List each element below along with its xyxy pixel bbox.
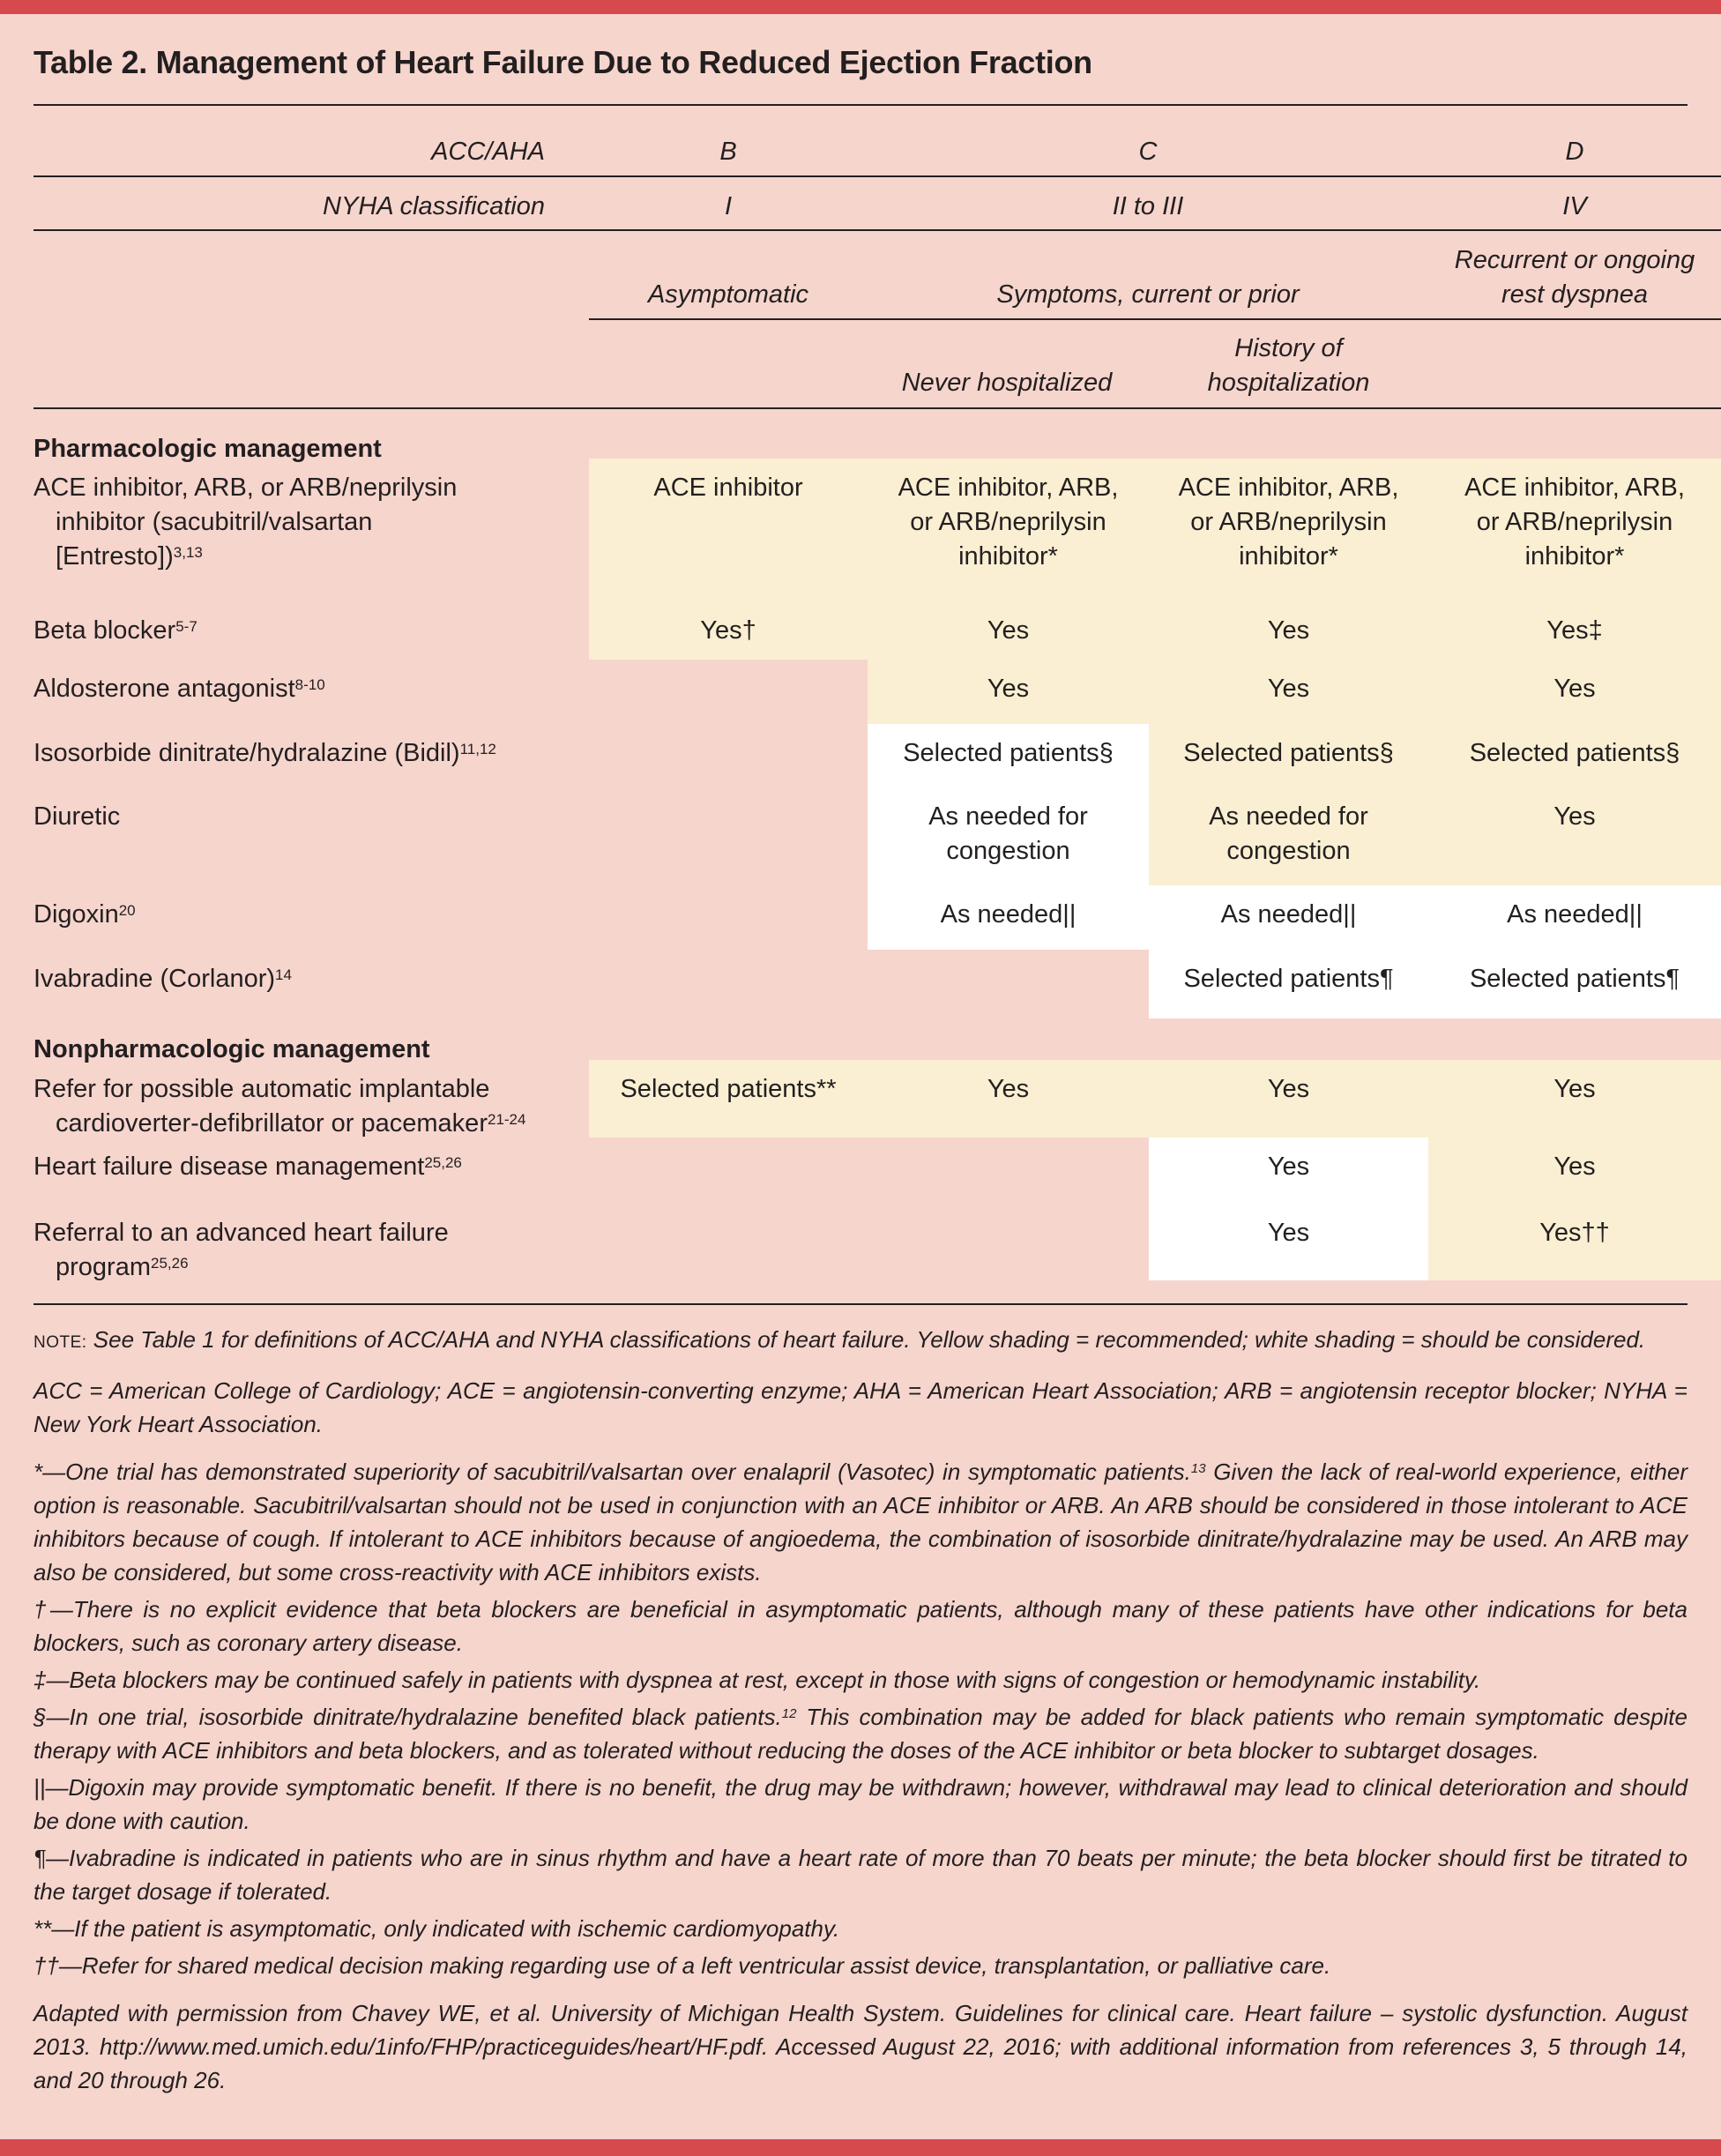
cell-text-line: or ARB/neprilysin [1190, 508, 1387, 536]
row-label [34, 1072, 525, 1141]
acc-d: D [1565, 138, 1584, 166]
table-cell [1428, 672, 1721, 706]
footnote [34, 1455, 1687, 1589]
cell-text-line: or ARB/neprilysin [1476, 508, 1673, 536]
cell-text-line: inhibitor* [1239, 542, 1338, 571]
cell-text-line: Yes [1553, 802, 1596, 831]
cell-text-line: Yes [1553, 1153, 1596, 1181]
symptoms-c: Symptoms, current or prior [996, 280, 1300, 309]
row-label-line: inhibitor (sacubitril/valsartan [56, 508, 373, 536]
cell-text-line: Yes [1553, 1075, 1596, 1103]
symptoms-d-line1: Recurrent or ongoing [1454, 246, 1695, 274]
cell-text-line: Selected patients¶ [1183, 965, 1394, 993]
footnote-text: This combination may be added for black patients who remain symptomatic despite therapy with ACE inhibitors and beta blockers, and as tolerated without reducing the doses of the ACE inhibitor or beta blocker to subtarget dosages. [34, 1704, 1687, 1764]
footnote-text: ||—Digoxin may provide symptomatic benefit. If there is no benefit, the drug may be withdrawn; however, withdrawal may lead to clinical deterioration and should be done with caution. [34, 1774, 1687, 1834]
table-cell [1149, 1150, 1428, 1184]
cell-text-line: ACE inhibitor [653, 474, 803, 502]
bottom-bar [0, 2139, 1721, 2156]
reference-superscript: 5-7 [175, 618, 197, 635]
nyha-b: I [724, 192, 733, 220]
footnotes [34, 1323, 1687, 2100]
table-cell [868, 898, 1149, 932]
cell-text-line: Selected patients** [620, 1075, 837, 1103]
table-cell [868, 471, 1149, 574]
table-cell [1428, 962, 1721, 996]
reference-superscript: 13 [1190, 1461, 1206, 1476]
cell-text-line: Selected patients¶ [1469, 965, 1680, 993]
cell-text-line: Selected patients§ [1183, 739, 1394, 767]
table-cell [868, 672, 1149, 706]
row-label-line: Heart failure disease management$^{25,26}$ [34, 1153, 462, 1181]
footnote [34, 1374, 1687, 1441]
cell-text-line: congestion [1226, 837, 1351, 865]
reference-superscript: 21-24 [487, 1111, 526, 1128]
footnote-text: **—If the patient is asymptomatic, only indicated with ischemic cardiomyopathy. [34, 1915, 840, 1942]
table-cell [589, 1072, 868, 1107]
acc-c: C [1138, 138, 1158, 166]
nyha-c: II to III [1112, 192, 1184, 220]
footnote [34, 1323, 1687, 1360]
footnote [34, 1912, 1687, 1945]
row-label-line: Isosorbide dinitrate/hydralazine (Bidil)$^{11,12}$ [34, 739, 496, 767]
table-cell [589, 471, 868, 505]
row-label [34, 898, 136, 932]
table-cell [868, 1072, 1149, 1107]
cell-text-line: As needed|| [1220, 900, 1357, 929]
reference-superscript: 8-10 [294, 676, 325, 693]
cell-text-line: Yes [1553, 675, 1596, 703]
row-label [34, 1150, 462, 1184]
table-cell [1428, 1216, 1721, 1250]
cell-text-line: As needed for [1209, 802, 1368, 831]
row-label [34, 1216, 449, 1285]
row-label-line: Diuretic [34, 802, 121, 831]
row-label [34, 471, 457, 574]
footnote-text: Adapted with permission from Chavey WE, et al. University of Michigan Health System. Guidelines for clinical care. Heart failure – systolic dysfunction. August 2013. http://www.med.umich.edu/1info/FHP/practiceguides/heart/HF.pdf. Accessed August 22, 2016; with additional information from references 3, 5 through 14, and 20 through 26. [34, 2000, 1687, 2093]
footnote-text: Given the lack of real-world experience, either option is reasonable. Sacubitril/valsartan should not be used in conjunction with an ACE inhibitor or ARB. An ARB should be considered in those intolerant to ACE inhibitors because of cough. If intolerant to ACE inhibitors because of angioedema, the combination of isosorbide dinitrate/hydralazine may be used. An ARB may also be considered, but some cross-reactivity with ACE inhibitors exists. [34, 1458, 1687, 1585]
table-cell [1149, 614, 1428, 648]
table-cell [1428, 614, 1721, 648]
row-label-line: Digoxin$^{20}$ [34, 900, 136, 929]
table-cell [868, 614, 1149, 648]
cell-text-line: As needed for [928, 802, 1088, 831]
table-bottom-rule [34, 1303, 1687, 1305]
footnote-text: ‡—Beta blockers may be continued safely in patients with dyspnea at rest, except in those with signs of congestion or hemodynamic instability. [34, 1667, 1481, 1693]
table-cell [1428, 471, 1721, 574]
table-cell [1149, 736, 1428, 771]
row-label [34, 962, 292, 996]
table-cell [1149, 672, 1428, 706]
cell-text-line: As needed|| [940, 900, 1077, 929]
top-bar [0, 0, 1721, 14]
row-label-line: Referral to an advanced heart failure [34, 1219, 449, 1247]
cell-text-line: Yes [987, 1075, 1030, 1103]
nyha-rule [34, 229, 1721, 231]
acc-rule [34, 175, 1721, 177]
note-label: NOTE: [34, 1333, 87, 1352]
symptoms-d-line2: rest dyspnea [1501, 280, 1649, 309]
cell-text-line: Yes† [700, 616, 756, 645]
reference-superscript: 11,12 [459, 741, 496, 757]
section-pharmacologic: Pharmacologic management [34, 435, 382, 463]
row-label [34, 736, 496, 771]
section-nonpharmacologic: Nonpharmacologic management [34, 1035, 430, 1063]
table-cell [1149, 1216, 1428, 1250]
row-label-line: [Entresto])$^{3,13}$ [56, 542, 203, 571]
cell-text-line: Yes [1267, 616, 1310, 645]
cell-text-line: or ARB/neprilysin [910, 508, 1106, 536]
acc-b: B [719, 138, 737, 166]
cell-text-line: ACE inhibitor, ARB, [898, 474, 1119, 502]
row-label-line: Aldosterone antagonist$^{8-10}$ [34, 675, 325, 703]
cell-text-line: inhibitor* [1524, 542, 1625, 571]
cell-text-line: ACE inhibitor, ARB, [1178, 474, 1399, 502]
cell-text-line: Yes [1267, 675, 1310, 703]
row-label-line: program$^{25,26}$ [56, 1253, 189, 1281]
footnote-text: *—One trial has demonstrated superiority of sacubitril/valsartan over enalapril (Vasotec) in symptomatic patients. [34, 1458, 1191, 1485]
cell-text-line: ACE inhibitor, ARB, [1464, 474, 1685, 502]
table-cell [1428, 898, 1721, 932]
cell-text-line: Yes [987, 616, 1030, 645]
table-cell [1149, 800, 1428, 869]
cell-text-line: Yes [987, 675, 1030, 703]
footnote [34, 1949, 1687, 1982]
history-hosp-line1: History of [1234, 334, 1343, 362]
footnote [34, 1996, 1687, 2097]
footnote [34, 1841, 1687, 1908]
footnote [34, 1771, 1687, 1838]
row-label-line: cardioverter-defibrillator or pacemaker$^{21-24}$ [56, 1109, 526, 1138]
row-label [34, 614, 197, 648]
nyha-d: IV [1562, 192, 1587, 220]
footnote [34, 1700, 1687, 1767]
cell-text-line: Yes‡ [1546, 616, 1603, 645]
cell-text-line: Yes [1267, 1219, 1310, 1247]
table-cell [1428, 736, 1721, 771]
reference-superscript: 14 [275, 966, 292, 983]
table-cell [868, 800, 1149, 869]
symptoms-b: Asymptomatic [647, 280, 809, 309]
table-cell [1428, 800, 1721, 834]
header-rule [34, 407, 1721, 409]
row-label-line: Beta blocker$^{5-7}$ [34, 616, 197, 645]
footnote [34, 1663, 1687, 1697]
row-label-line: Refer for possible automatic implantable [34, 1075, 490, 1103]
table-cell [1149, 1072, 1428, 1107]
footnote [34, 1593, 1687, 1660]
reference-superscript: 12 [781, 1706, 797, 1721]
table-cell [1428, 1150, 1721, 1184]
table-cell [589, 614, 868, 648]
row-label [34, 800, 120, 834]
nyha-label: NYHA classification [323, 192, 545, 220]
history-hosp-line2: hospitalization [1207, 369, 1370, 397]
table-cell [1428, 1072, 1721, 1107]
never-hospitalized: Never hospitalized [901, 369, 1113, 397]
cell-text-line: Selected patients§ [1469, 739, 1680, 767]
table-cell [868, 736, 1149, 771]
reference-superscript: 20 [118, 902, 136, 919]
row-label [34, 672, 325, 706]
footnote-text: ¶—Ivabradine is indicated in patients who are in sinus rhythm and have a heart rate of more than 70 beats per minute; the beta blocker should first be titrated to the target dosage if tolerated. [34, 1845, 1687, 1905]
table-title: Table 2. Management of Heart Failure Due to Reduced Ejection Fraction [34, 44, 1092, 80]
title-rule [34, 104, 1687, 106]
reference-superscript: 25,26 [424, 1154, 462, 1171]
cell-text-line: Yes†† [1539, 1219, 1610, 1247]
row-label-line: ACE inhibitor, ARB, or ARB/neprilysin [34, 474, 458, 502]
footnote-text: ††—Refer for shared medical decision making regarding use of a left ventricular assist device, transplantation, or palliative care. [34, 1952, 1331, 1979]
footnote-text: ACC = American College of Cardiology; ACE = angiotensin-converting enzyme; AHA = American Heart Association; ARB = angiotensin receptor blocker; NYHA = New York Heart Association. [34, 1377, 1687, 1437]
cell-text-line: As needed|| [1507, 900, 1643, 929]
reference-superscript: 3,13 [173, 544, 203, 561]
symptoms-rule [589, 318, 1721, 320]
reference-superscript: 25,26 [151, 1255, 189, 1272]
cell-text-line: Yes [1267, 1153, 1310, 1181]
footnote-text: See Table 1 for definitions of ACC/AHA and NYHA classifications of heart failure. Yellow shading = recommended; white shading = should be considered. [86, 1326, 1646, 1353]
table-cell [1149, 962, 1428, 996]
cell-text-line: inhibitor* [958, 542, 1058, 571]
cell-text-line: Selected patients§ [903, 739, 1114, 767]
footnote-text: †—There is no explicit evidence that beta blockers are beneficial in asymptomatic patients, although many of these patients have other indications for beta blockers, such as coronary artery disease. [34, 1596, 1687, 1656]
table-cell [1149, 898, 1428, 932]
cell-text-line: congestion [946, 837, 1070, 865]
footnote-text: §—In one trial, isosorbide dinitrate/hydralazine benefited black patients. [34, 1704, 782, 1730]
table-cell [1149, 471, 1428, 574]
row-label-line: Ivabradine (Corlanor)$^{14}$ [34, 965, 292, 993]
cell-text-line: Yes [1267, 1075, 1310, 1103]
acc-aha-label: ACC/AHA [431, 138, 545, 166]
